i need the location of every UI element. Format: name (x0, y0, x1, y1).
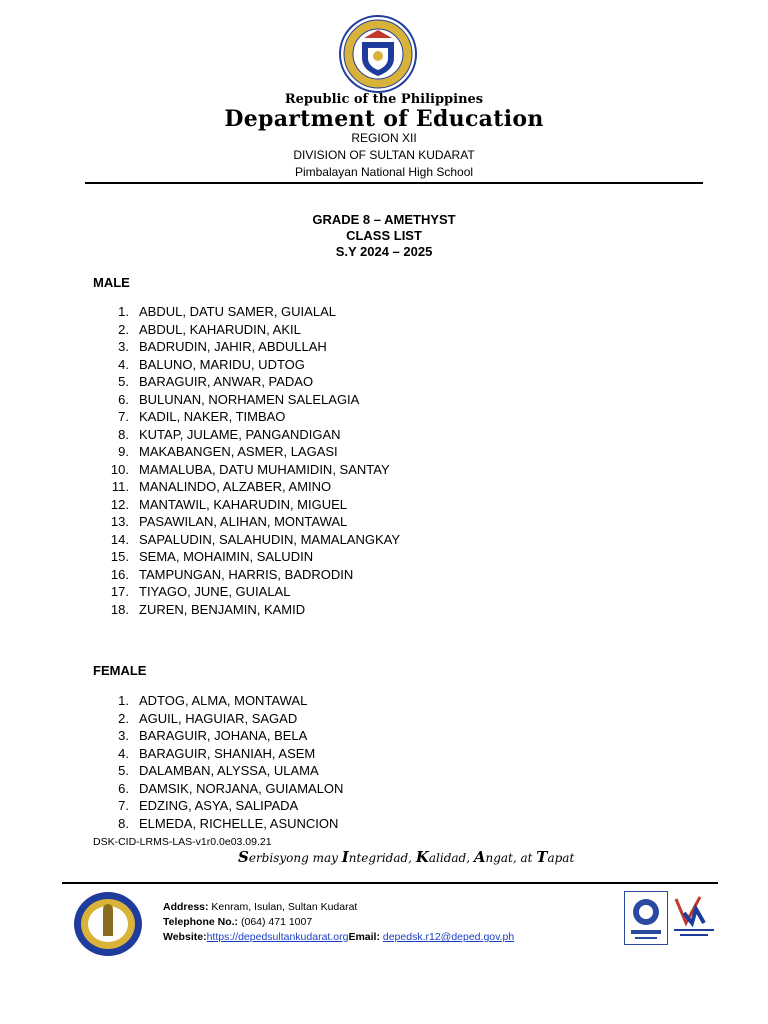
list-item-number: 9. (118, 444, 129, 459)
student-name: ADTOG, ALMA, MONTAWAL (139, 693, 308, 708)
list-item-number: 7. (118, 798, 129, 813)
school-year-title: S.Y 2024 – 2025 (335, 244, 433, 259)
list-item-number: 1. (118, 693, 129, 708)
student-name: BARAGUIR, JOHANA, BELA (139, 728, 308, 743)
student-name: SAPALUDIN, SALAHUDIN, MAMALANGKAY (139, 531, 401, 547)
website-link[interactable]: https://depedsultankudarat.org (206, 931, 349, 943)
student-name: BARAGUIR, SHANIAH, ASEM (139, 745, 316, 761)
student-name: KUTAP, JULAME, PANGANDIGAN (139, 426, 341, 442)
student-name: TAMPUNGAN, HARRIS, BADRODIN (139, 566, 354, 582)
list-item-number: 10. (110, 461, 129, 477)
student-name: BADRUDIN, JAHIR, ABDULLAH (139, 339, 327, 354)
motto-initial: K (415, 848, 429, 866)
list-item-number: 5. (118, 374, 129, 389)
division-line: DIVISION OF SULTAN KUDARAT (293, 148, 475, 162)
list-item-number: 4. (118, 745, 129, 761)
student-name: ABDUL, DATU SAMER, GUIALAL (139, 304, 336, 319)
list-item-number: 1. (118, 304, 129, 319)
student-name: ELMEDA, RICHELLE, ASUNCION (139, 815, 339, 831)
student-name: BARAGUIR, ANWAR, PADAO (139, 374, 314, 389)
list-item-number: 3. (118, 728, 129, 743)
male-section-label: MALE (93, 275, 130, 290)
socotec-certification-icon (624, 891, 668, 945)
list-item-number: 17. (110, 584, 129, 599)
student-name: DALAMBAN, ALYSSA, ULAMA (139, 763, 319, 778)
student-name: PASAWILAN, ALIHAN, MONTAWAL (139, 514, 348, 529)
student-name: SEMA, MOHAIMIN, SALUDIN (139, 549, 314, 564)
document-code: DSK-CID-LRMS-LAS-v1r0.0e03.09.21 (93, 836, 272, 848)
class-title: GRADE 8 – AMETHYST (312, 212, 456, 227)
motto-initial: S (238, 848, 249, 866)
motto-initial: I (341, 848, 349, 866)
student-name: MANALINDO, ALZABER, AMINO (139, 479, 332, 494)
motto-initial: T (536, 848, 548, 866)
student-name: MAMALUBA, DATU MUHAMIDIN, SANTAY (139, 461, 390, 477)
student-name: MANTAWIL, KAHARUDIN, MIGUEL (139, 496, 348, 512)
student-name: KADIL, NAKER, TIMBAO (139, 409, 286, 424)
student-name: TIYAGO, JUNE, GUIALAL (139, 584, 291, 599)
list-item-number: 8. (118, 426, 129, 442)
division-seal-icon (72, 890, 144, 958)
student-name: BULUNAN, NORHAMEN SALELAGIA (139, 391, 360, 407)
republic-heading: Republic of the Philippines (284, 92, 484, 107)
list-item-number: 2. (118, 710, 129, 726)
footer-divider (62, 882, 718, 884)
student-name: ABDUL, KAHARUDIN, AKIL (139, 321, 301, 337)
list-item-number: 7. (118, 409, 129, 424)
list-item-number: 3. (118, 339, 129, 354)
school-line: Pimbalayan National High School (294, 165, 474, 179)
motto-word: erbisyong may (248, 851, 342, 865)
class-list-title: CLASS LIST (346, 228, 422, 243)
student-name: AGUIL, HAGUIAR, SAGAD (139, 710, 298, 726)
deped-seal-icon (338, 14, 418, 94)
student-name: BALUNO, MARIDU, UDTOG (139, 356, 305, 372)
list-item-number: 14. (110, 531, 129, 547)
list-item-number: 18. (110, 601, 129, 617)
motto (238, 848, 574, 866)
list-item-number: 15. (110, 549, 129, 564)
list-item-number: 16. (110, 566, 129, 582)
list-item-number: 6. (118, 391, 129, 407)
website-email-line: Website:https://depedsultankudarat.orgEmail: depedsk.r12@deped.gov.ph (163, 931, 515, 943)
student-name: EDZING, ASYA, SALIPADA (139, 798, 299, 813)
department-heading: Department of Education (224, 106, 544, 132)
list-item-number: 12. (110, 496, 129, 512)
list-item-number: 2. (118, 321, 129, 337)
motto-word: apat (547, 851, 575, 865)
region-line: REGION XII (351, 131, 417, 145)
student-name: ZUREN, BENJAMIN, KAMID (139, 601, 306, 617)
motto-initial: A (473, 848, 486, 866)
list-item-number: 4. (118, 356, 129, 372)
email-link[interactable]: depedsk.r12@deped.gov.ph (382, 931, 515, 943)
female-section-label: FEMALE (93, 663, 147, 678)
list-item-number: 8. (118, 815, 129, 831)
iab-accreditation-icon (670, 893, 718, 941)
header-divider (85, 182, 703, 184)
motto-word: ntegridad, (348, 851, 416, 865)
student-name: MAKABANGEN, ASMER, LAGASI (139, 444, 338, 459)
student-name: DAMSIK, NORJANA, GUIAMALON (139, 780, 344, 796)
motto-word: ngat, at (485, 851, 537, 865)
list-item-number: 11. (111, 479, 129, 494)
address-line: Address: Kenram, Isulan, Sultan Kudarat (163, 901, 358, 913)
list-item-number: 5. (118, 763, 129, 778)
motto-word: alidad, (428, 851, 474, 865)
telephone-line: Telephone No.: (064) 471 1007 (163, 916, 313, 928)
list-item-number: 6. (118, 780, 129, 796)
list-item-number: 13. (110, 514, 129, 529)
